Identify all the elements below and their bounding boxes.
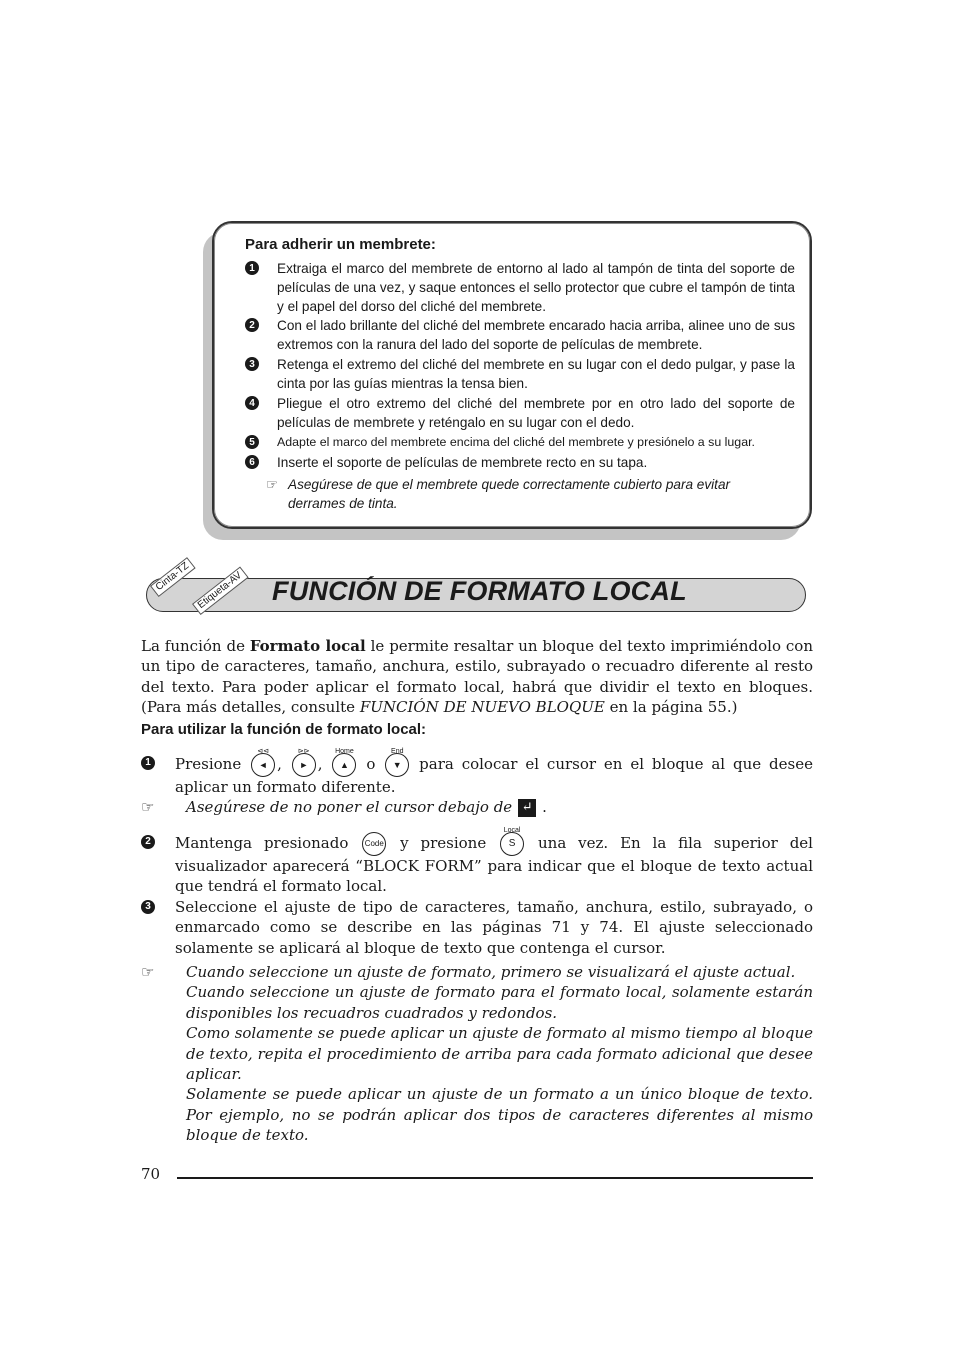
key-caption: Local xyxy=(503,827,521,834)
step-text: Seleccione el ajuste de tipo de caracteres, tamaño, anchura, estilo, subrayado, o enmarcado como se describe en las páginas 71 y 74. El ajuste seleccionado solamente se aplicará al bloque de texto que contenga el cursor. xyxy=(175,898,813,957)
step-number-badge: 3 xyxy=(245,357,259,371)
procedure-step-2 xyxy=(141,827,813,897)
panel-step-1 xyxy=(245,259,795,316)
panel-step-6 xyxy=(245,453,795,472)
code-key-icon xyxy=(362,832,386,856)
tape-type-tag-av: Etiqueta-AV xyxy=(192,567,248,615)
step-number-badge: 5 xyxy=(245,435,259,449)
procedure-note-1 xyxy=(141,797,813,817)
tape-type-tag-tz: Cinta-TZ xyxy=(150,557,196,597)
key-caption: ⊳⊳ xyxy=(297,748,310,755)
panel-step-4 xyxy=(245,394,795,432)
note-line: Cuando seleccione un ajuste de formato para el formato local, solamente estarán disponibles los recuadros cuadrados y redondos. xyxy=(186,983,813,1022)
note-line: Como solamente se puede aplicar un ajuste de formato al mismo tiempo al bloque de texto, repita el procedimiento de arriba para cada formato adicional que desee aplicar. xyxy=(186,1024,813,1084)
key-label: Code xyxy=(364,838,384,848)
s-key-icon xyxy=(500,827,524,856)
intro-text: le permite resaltar un bloque del texto imprimiéndolo con un tipo de caracteres, tamaño, anchura, estilo, subrayado o recuadro diferente al resto del texto. Para poder aplicar el formato local, habrá que dividir el texto en bloques. (Para más detalles, consulte xyxy=(141,637,813,717)
pointing-hand-icon: ☞ xyxy=(141,963,155,981)
procedure-step-3 xyxy=(141,897,813,958)
key-caption: End xyxy=(391,748,404,755)
panel-step-text: Adapte el marco del membrete encima del cliché del membrete y presiónelo a su lugar. xyxy=(277,435,755,449)
intro-reference: FUNCIÓN DE NUEVO BLOQUE xyxy=(359,698,605,717)
intro-text: en la página 55.) xyxy=(604,698,738,717)
step-text: Presione xyxy=(175,755,242,773)
step-number-badge: 1 xyxy=(245,261,259,275)
enter-key-icon: ↵ xyxy=(518,799,536,817)
note-text: Asegúrese de no poner el cursor debajo de xyxy=(186,798,513,816)
key-caption: Home xyxy=(335,748,354,755)
footer-rule xyxy=(177,1177,813,1179)
procedure-step-1 xyxy=(141,748,813,797)
panel-step-2 xyxy=(245,316,795,354)
step-text: una vez. En la fila superior del visualizador aparecerá “BLOCK FORM” para indicar que el bloque de texto actual que tendrá el formato local. xyxy=(175,834,813,896)
up-arrow-key-icon: Home ▲ xyxy=(332,753,356,777)
intro-text: La función de xyxy=(141,637,250,655)
panel-step-text: Retenga el extremo del cliché del membrete en su lugar con el dedo pulgar, y pase la cinta por las guías mientras la tensa bien. xyxy=(277,357,795,391)
pointing-hand-icon: ☞ xyxy=(266,477,279,492)
page-number: 70 xyxy=(141,1165,161,1183)
panel-step-text: Inserte el soporte de películas de membrete recto en su tapa. xyxy=(277,455,648,470)
panel-step-3 xyxy=(245,355,795,393)
key-label: S xyxy=(508,837,516,849)
procedure-title: Para utilizar la función de formato local: xyxy=(141,721,427,738)
step-text: Mantenga presionado xyxy=(175,834,349,852)
panel-step-text: Con el lado brillante del cliché del membrete encarado hacia arriba, alinee uno de sus extremos con la ranura del lado del soporte de películas de membrete. xyxy=(277,318,795,352)
step-number-badge: 3 xyxy=(141,900,155,914)
left-arrow-key-icon: ⊲⊲ ◄ xyxy=(251,753,275,777)
step-text: y presione xyxy=(400,834,487,852)
note-line: Cuando seleccione un ajuste de formato, primero se visualizará el ajuste actual. xyxy=(186,963,796,981)
separator: , xyxy=(317,755,323,773)
step-text: para colocar el cursor en el bloque al que desee aplicar un formato diferente. xyxy=(175,755,813,796)
step-number-badge: 2 xyxy=(245,318,259,332)
intro-paragraph xyxy=(141,636,813,718)
note-line: Solamente se puede aplicar un ajuste de un formato a un único bloque de texto. Por ejemplo, no se podrán aplicar dos tipos de caracteres diferentes al mismo bloque de texto. xyxy=(186,1085,813,1145)
separator: o xyxy=(366,755,376,773)
step-number-badge: 6 xyxy=(245,455,259,469)
section-title: FUNCIÓN DE FORMATO LOCAL xyxy=(272,576,687,606)
step-number-badge: 4 xyxy=(245,396,259,410)
panel-title: Para adherir un membrete: xyxy=(245,236,436,253)
separator: , xyxy=(277,755,282,773)
down-arrow-key-icon: End ▼ xyxy=(385,753,409,777)
panel-step-text: Pliegue el otro extremo del cliché del membrete por en otro lado del soporte de películas de membrete y reténgalo en su lugar con el dedo. xyxy=(277,396,795,430)
pointing-hand-icon: ☞ xyxy=(141,798,155,816)
intro-bold-term: Formato local xyxy=(249,637,366,655)
panel-note xyxy=(266,475,786,513)
panel-step-5 xyxy=(245,433,795,452)
panel-step-text: Extraiga el marco del membrete de entorno al lado al tampón de tinta del soporte de películas de una vez, y saque entonces el sello protector que cubre el tampón de tinta y el papel del dorso del cliché del membrete. xyxy=(277,261,795,314)
procedure-notes xyxy=(141,962,813,1146)
key-caption: ⊲⊲ xyxy=(257,748,269,755)
note-text: . xyxy=(542,798,547,816)
right-arrow-key-icon: ⊳⊳ ► xyxy=(292,753,316,777)
step-number-badge: 1 xyxy=(141,756,155,770)
step-number-badge: 2 xyxy=(141,835,155,849)
panel-note-text: Asegúrese de que el membrete quede correctamente cubierto para evitar derrames de tinta. xyxy=(288,477,731,511)
